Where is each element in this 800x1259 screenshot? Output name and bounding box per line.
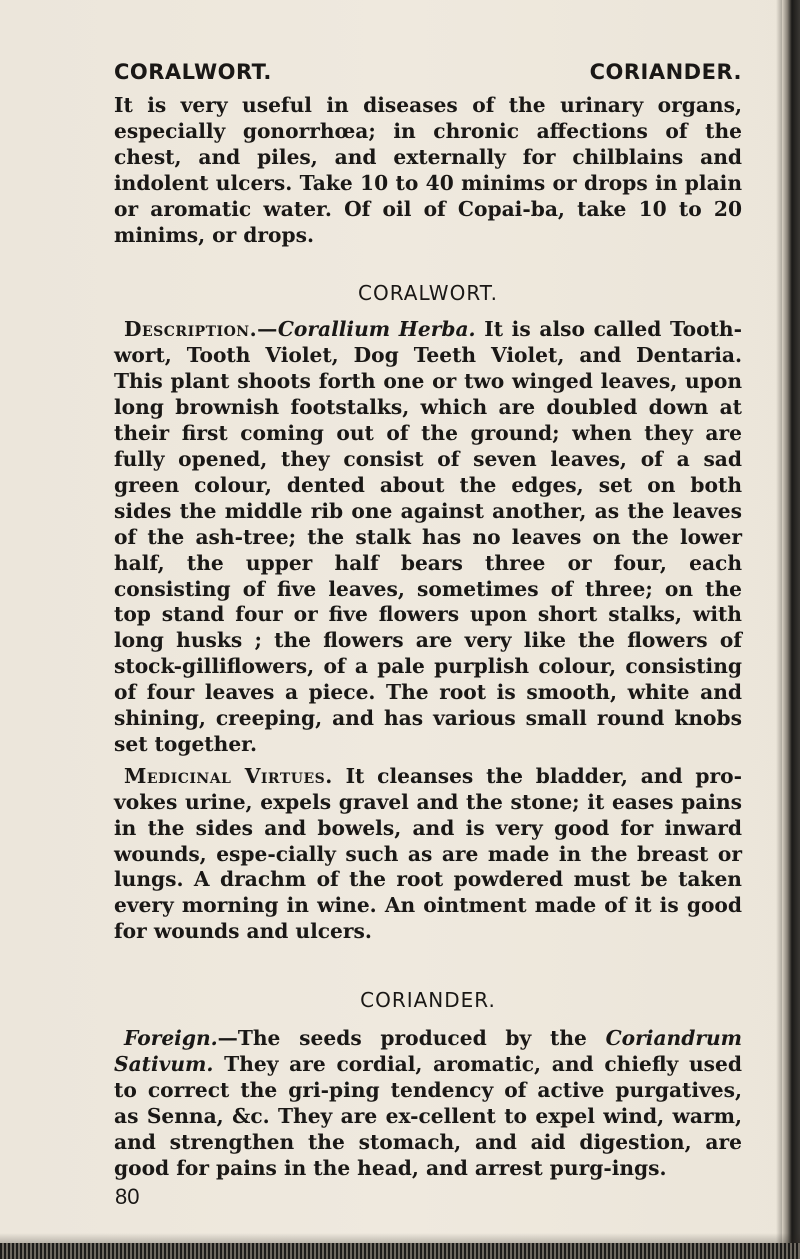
virtues-text: It cleanses the bladder, and pro-vokes urine, expels gravel and the stone; it eases pains in the sides and bowels, and is very good for inward wounds, espe-cially such as are made in the breast or lungs. A drachm of the root powdered must be taken every morning in wine. An ointment made of it is good for wounds and ulcers. [114,763,743,944]
coriander-heading: CORIANDER. [360,988,496,1013]
coriander-latin-name: Coriandrum Sativum. [114,1026,742,1077]
book-spine [782,0,800,1259]
virtues-label: Medicinal Virtues. [124,763,333,788]
description-latin-name: Corallium Herba. [277,317,476,342]
page-content [114,60,742,1210]
intro-paragraph: It is very useful in diseases of the urinary organs, especially gonorrhœa; in chronic affections of the chest, and piles, and externally for chilblains and indolent ulcers. Take 10 to 40 minims or drops in plain or aromatic water. Of oil of Copai-ba, take 10 to 20 minims, or drops. [114,93,742,247]
coriander-paragraph [114,1026,742,1181]
running-head [114,60,742,84]
page-bottom-edge [0,1243,800,1259]
running-head-left: CORALWORT. [114,60,272,84]
page-number: 80 [115,1183,140,1209]
coralwort-heading: CORALWORT. [358,281,498,306]
foreign-sep: —The seeds produced by the [217,1026,606,1051]
running-head-right: CORIANDER. [589,60,742,84]
description-text: It is also called Tooth-wort, Tooth Violet, Dog Teeth Violet, and Dentaria. This plant shoots forth one or two winged leaves, upon long brownish footstalks, which are doubled down at their first coming out of the ground; when they are fully opened, they consist of seven leaves, of a sad green colour, dented about the edges, set on both sides the middle rib one against another, as the leaves of the ash-tree; the stalk has no leaves on the lower half, the upper half bears three or four, each consisting of five leaves, sometimes of three; on the top stand four or five flowers upon short stalks, with long husks ; the flowers are very like the flowers of stock-gilliflowers, of a pale purplish colour, consisting of four leaves a piece. The root is smooth, white and shining, creeping, and has various small round knobs set together. [114,317,742,756]
bottom-shadow [0,1233,800,1243]
coralwort-description [114,317,742,757]
coralwort-virtues [114,764,742,945]
description-label: Description.— [124,317,278,342]
foreign-label: Foreign. [124,1026,218,1051]
coriander-text: They are cordial, aromatic, and chiefly used to correct the gri-ping tendency of active purgatives, as Senna, &c. They are ex-cellent to expel wind, warm, and strengthen the stomach, and aid digestion, are good for pains in the head, and arrest purg-ings. [114,1052,742,1180]
